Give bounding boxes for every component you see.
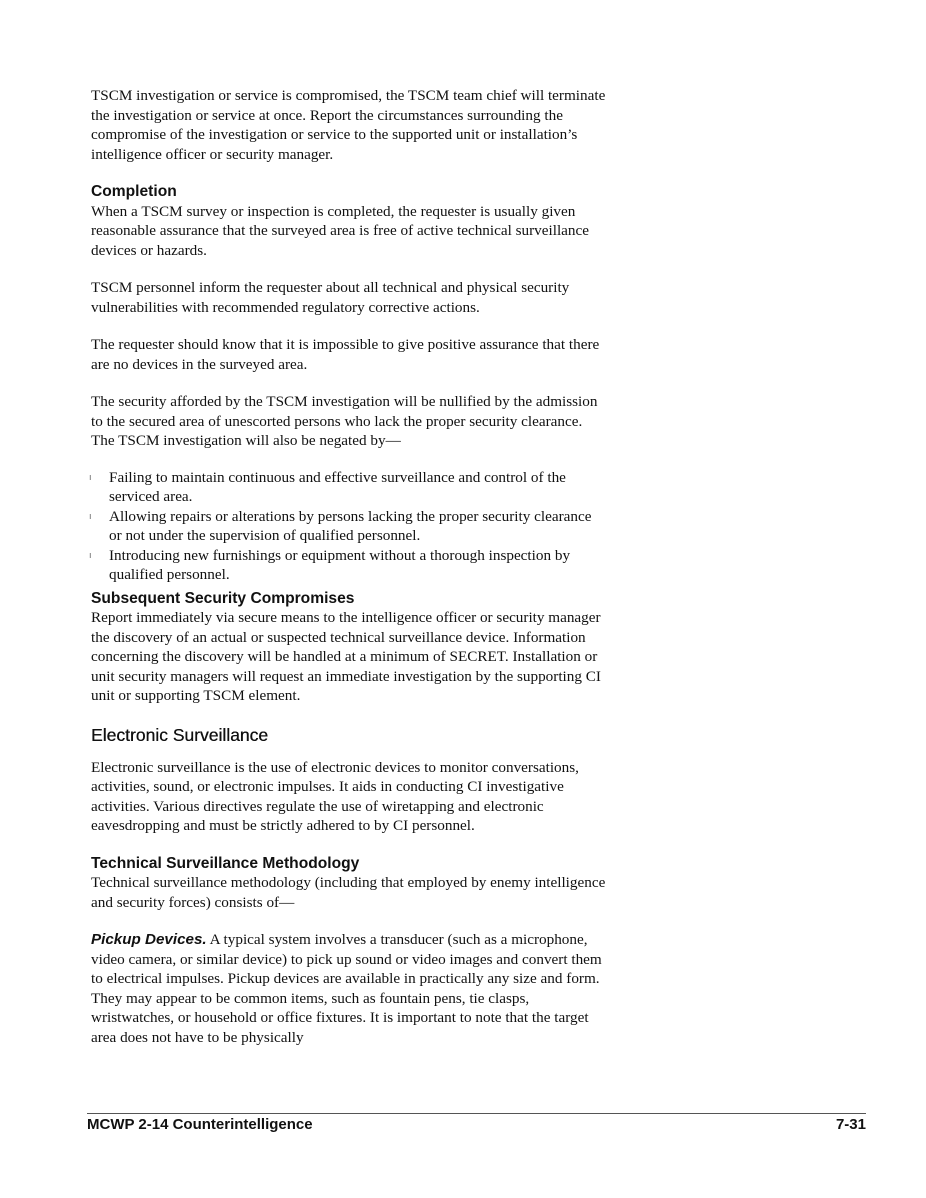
list-item-text: Failing to maintain continuous and effective surveillance and control of the serviced area. <box>109 468 566 505</box>
bullet-marker: ı <box>89 511 92 522</box>
list-item <box>91 546 606 585</box>
completion-paragraph-3: The requester should know that it is impossible to give positive assurance that there are no devices in the surveyed area. <box>91 336 600 373</box>
page-number: 7-31 <box>835 1116 866 1133</box>
electronic-paragraph: Electronic surveillance is the use of electronic devices to monitor conversations, activities, sound, or electronic impulses. It aids in conducting CI investigative activities. Various directives regulate the use of wiretapping and electronic eavesdropping and must be strictly adhered to by CI personnel. <box>91 758 579 834</box>
pickup-devices-text: A typical system involves a transducer (such as a microphone, video camera, or similar device) to pick up sound or video images and convert them to electrical impulses. Pickup devices are available in practically any size and form. They may appear to be common items, such as fountain pens, tie clasps, wristwatches, or household or office fixtures. It is important to note that the target area does not have to be physically <box>91 931 602 1046</box>
list-item <box>91 507 606 546</box>
completion-heading: Completion <box>91 183 177 200</box>
completion-paragraph-4: The security afforded by the TSCM investigation will be nullified by the admission to the secured area of unescorted persons who lack the proper security clearance. The TSCM investigation will also be negated by— <box>91 393 598 449</box>
pickup-devices-lead: Pickup Devices. <box>91 931 207 948</box>
list-item <box>91 468 606 507</box>
list-item-text: Introducing new furnishings or equipment without a thorough inspection by qualified personnel. <box>109 546 571 583</box>
subsequent-paragraph: Report immediately via secure means to the intelligence officer or security manager the discovery of an actual or suspected technical surveillance device. Information concerning the discovery will be handled at a minimum of SECRET. Installation or unit security managers will request an immediate investigation by the supporting CI unit or supporting TSCM element. <box>91 609 601 704</box>
subsequent-heading: Subsequent Security Compromises <box>91 589 355 607</box>
intro-paragraph: TSCM investigation or service is compromised, the TSCM team chief will terminate the investigation or service at once. Report the circumstances surrounding the compromise of the investigation or service to the supported unit or installation’s intelligence officer or security manager. <box>91 87 606 163</box>
methodology-paragraph: Technical surveillance methodology (including that employed by enemy intelligence and security forces) consists of— <box>91 874 606 911</box>
completion-paragraph-2: TSCM personnel inform the requester about all technical and physical security vulnerabilities with recommended regulatory corrective actions. <box>91 279 570 316</box>
electronic-surveillance-heading: Electronic Surveillance <box>91 724 269 745</box>
bullet-marker: ı <box>89 550 92 561</box>
completion-paragraph-1: When a TSCM survey or inspection is completed, the requester is usually given reasonable assurance that the surveyed area is free of active technical surveillance devices or hazards. <box>91 202 589 259</box>
page-footer <box>87 1116 866 1133</box>
footer-title: MCWP 2-14 Counterintelligence <box>87 1116 313 1133</box>
page-content <box>91 86 606 1047</box>
footer-divider <box>87 1113 866 1114</box>
bullet-marker: ı <box>89 472 92 483</box>
pickup-devices-paragraph <box>91 930 606 1047</box>
negation-list <box>91 468 606 585</box>
methodology-heading: Technical Surveillance Methodology <box>91 854 360 872</box>
list-item-text: Allowing repairs or alterations by persons lacking the proper security clearance or not under the supervision of qualified personnel. <box>109 507 592 544</box>
